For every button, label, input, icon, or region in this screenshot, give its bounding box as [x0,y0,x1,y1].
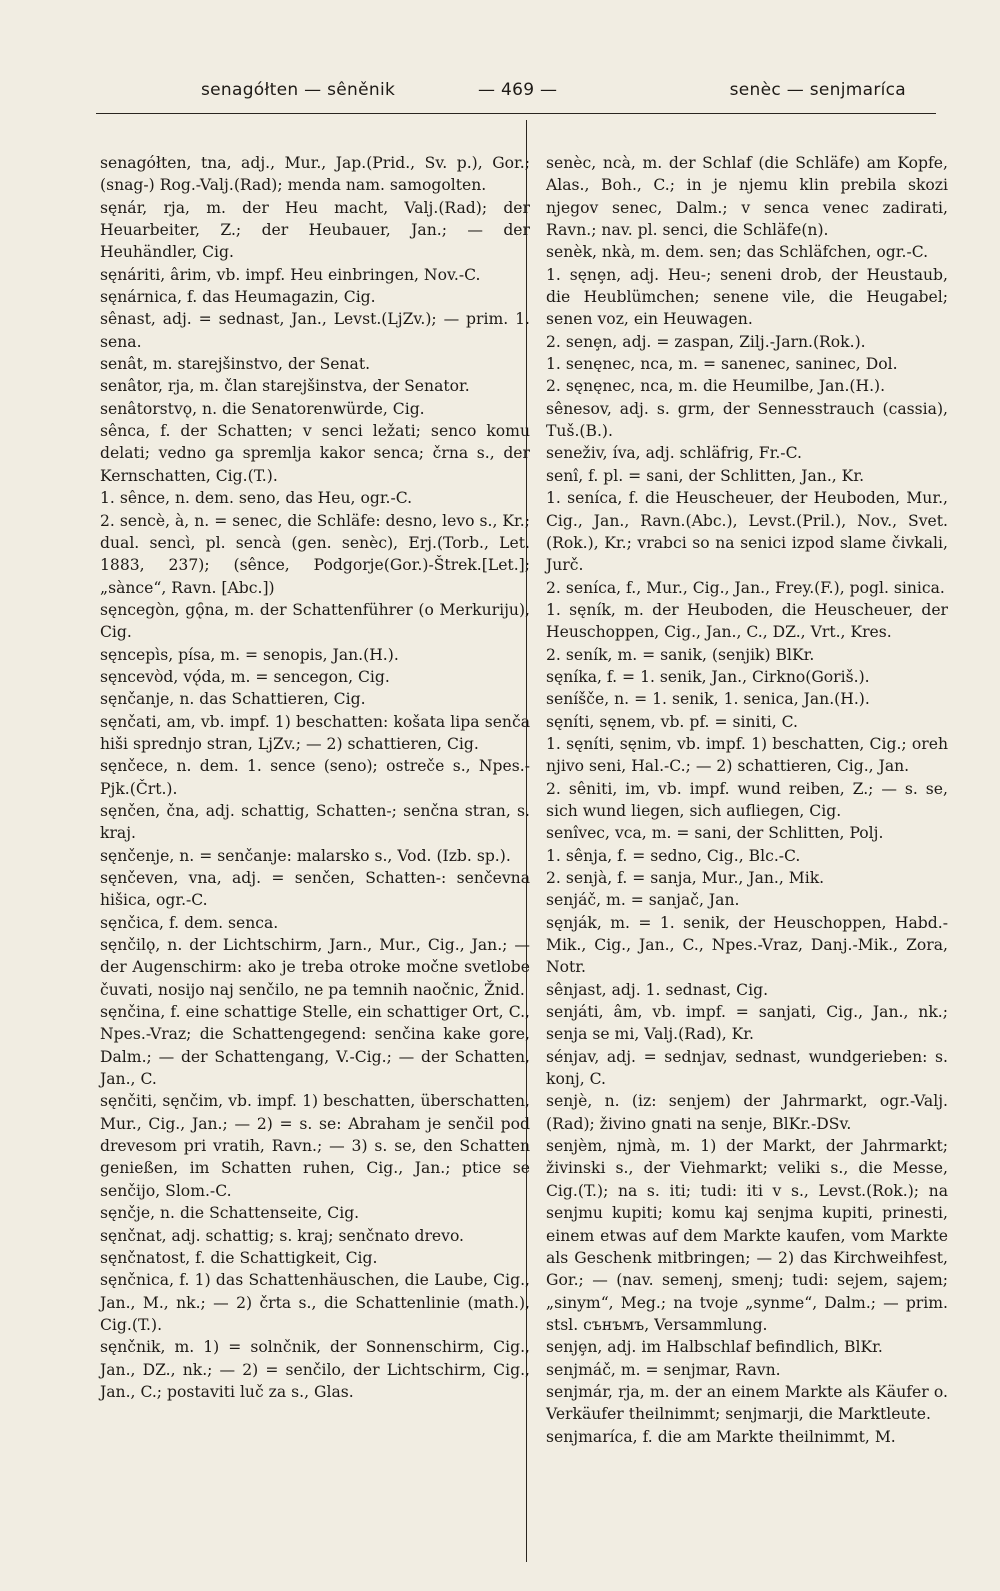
dictionary-entry: 1. senęnec, nca, m. = sanenec, saninec, Dol. [546,355,898,374]
dictionary-entry: sênesov, adj. s. grm, der Sennesstrauch (cassia), Tuš.(B.). [546,399,948,441]
dictionary-entry: senâtor, rja, m. član starejšinstva, der Senator. [100,377,470,396]
dictionary-entry: sęnčenje, n. = senčanje: malarsko s., Vod. (Izb. sp.). [100,846,511,865]
dictionary-entry: senèk, nkà, m. dem. sen; das Schläfchen, ogr.-C. [546,243,929,262]
dictionary-entry: sênca, f. der Schatten; v senci ležati; senco komu delati; vedno ga spremlja kakor senca; črna s., der Kernschatten, Cig.(T.). [100,422,530,485]
dictionary-entry: sęnčnatost, f. die Schattigkeit, Cig. [100,1248,378,1267]
dictionary-entry: 2. senȩn, adj. = zaspan, Zilj.-Jarn.(Rok.). [546,332,866,351]
dictionary-entry: sęnčje, n. die Schattenseite, Cig. [100,1204,360,1223]
dictionary-entry: senjmár, rja, m. der an einem Markte als Käufer o. Verkäufer theilnimmt; senjmarji, die Marktleute. [546,1382,948,1424]
dictionary-entry: senjáti, âm, vb. impf. = sanjati, Cig., Jan., nk.; senja se mi, Valj.(Rad), Kr. [546,1003,948,1044]
dictionary-entry: senèc, ncà, m. der Schlaf (die Schläfe) am Kopfe, Alas., Boh., C.; in je njemu klin prebila skozi njegov senec, Dalm.; v senca venec zadirati, Ravn.; nav. pl. senci, die Schläfe(n). [546,154,948,240]
dictionary-entry: seníšče, n. = 1. senik, 1. senica, Jan.(H.). [546,690,870,709]
dictionary-entry: sęnčece, n. dem. 1. sence (seno); ostreče s., Npes.-Pjk.(Črt.). [100,757,530,798]
dictionary-entry: senjmaríca, f. die am Markte theilnimmt, M. [546,1427,896,1446]
header-left-guideword: senagółten — sêněnik [201,80,396,100]
dictionary-entry: 1. sęník, m. der Heuboden, die Heuscheuer, der Heuschoppen, Cig., Jan., C., DZ., Vrt., Kres. [546,600,948,642]
dictionary-entry: sęncegòn, gǫ̑na, m. der Schattenführer (o Merkuriju), Cig. [100,600,530,642]
dictionary-entry: sęnják, m. = 1. senik, der Heuschoppen, Habd.-Mik., Cig., Jan., C., Npes.-Vraz, Danj.-Mik., Zora, Notr. [546,913,948,977]
dictionary-entry: sęnčnica, f. 1) das Schattenhäuschen, die Laube, Cig., Jan., M., nk.; — 2) črta s., die Schattenlinie (math.), Cig.(T.). [100,1271,530,1334]
dictionary-entry: senî, f. pl. = sani, der Schlitten, Jan., Kr. [546,466,865,485]
header-rule [96,113,936,114]
dictionary-entry: senagółten, tna, adj., Mur., Jap.(Prid., Sv. p.), Gor.; (snag-) Rog.-Valj.(Rad); menda nam. samogolten. [100,154,530,195]
dictionary-entry: sęncevòd, vǫ́da, m. = sencegon, Cig. [100,667,390,686]
dictionary-entry: sęnčen, čna, adj. schattig, Schatten-; senčna stran, s. kraj. [100,801,530,843]
dictionary-entry: sęnáriti, ârim, vb. impf. Heu einbringen, Nov.-C. [100,265,481,284]
dictionary-entry: senjè, n. (iz: senjem) der Jahrmarkt, ogr.-Valj.(Rad); živino gnati na senje, BlKr.-DSv. [546,1092,948,1133]
dictionary-entry: sęnčina, f. eine schattige Stelle, ein schattiger Ort, C., Npes.-Vraz; die Schattengegend: senčina kake gore, Dalm.; — der Schattengang, V.-Cig.; — der Schatten, Jan., C. [100,1003,530,1089]
dictionary-entry: sęnčiti, sęnčim, vb. impf. 1) beschatten, überschatten, Mur., Cig., Jan.; — 2) = s. se: Abraham je senčil pod drevesom pri vratih, Ravn.; — 3) s. se, den Schatten genießen, im Schatten ruhen, Cig., Jan.; ptice se senčijo, Slom.-C. [100,1092,530,1200]
dictionary-entry: sęníka, f. = 1. senik, Jan., Cirkno(Goriš.). [546,667,870,686]
dictionary-entry: 2. sencè, à, n. = senec, die Schläfe: desno, levo s., Kr.; dual. sencì, pl. sencà (gen. senèc), Erj.(Torb., Let. 1883, 237); (sênce, Podgorje(Gor.)-Štrek.[Let.]; „sànce“, Ravn. [Abc.]) [100,511,530,597]
dictionary-entry: senjáč, m. = sanjač, Jan. [546,891,740,910]
dictionary-entry: sęnárnica, f. das Heumagazin, Cig. [100,288,376,307]
dictionary-entry: senîvec, vca, m. = sani, der Schlitten, Polj. [546,824,884,843]
dictionary-entry: senâtorstvǫ, n. die Senatorenwürde, Cig. [100,399,425,418]
running-header [96,80,916,106]
dictionary-entry: 1. seníca, f. die Heuscheuer, der Heuboden, Mur., Cig., Jan., Ravn.(Abc.), Levst.(Pril.), Nov., Svet.(Rok.), Kr.; vrabci so na senici izpod slame čivkali, Jurč. [546,489,948,575]
dictionary-entry: 1. sęníti, sęnim, vb. impf. 1) beschatten, Cig.; oreh njivo seni, Hal.-C.; — 2) schattieren, Cig., Jan. [546,734,948,776]
right-column [546,152,948,1448]
dictionary-entry: 1. sênja, f. = sedno, Cig., Blc.-C. [546,846,801,865]
dictionary-entry: sęnár, rja, m. der Heu macht, Valj.(Rad); der Heuarbeiter, Z.; der Heubauer, Jan.; — der Heuhändler, Cig. [100,198,530,262]
header-right-guideword: senèc — senjmaríca [729,80,906,100]
dictionary-entry: sęnčilǫ, n. der Lichtschirm, Jarn., Mur., Cig., Jan.; — der Augenschirm: ako je treba otroke močne svetlobe čuvati, nosijo naj senčilo, ne pa temnih naočnic, Žnid. [100,936,530,999]
dictionary-entry: sęnčnat, adj. schattig; s. kraj; senčnato drevo. [100,1226,465,1245]
page-number: — 469 — [478,80,558,100]
dictionary-entry: sénjav, adj. = sednjav, sednast, wundgerieben: s. konj, C. [546,1047,948,1089]
dictionary-entry: seneživ, íva, adj. schläfrig, Fr.-C. [546,444,802,463]
dictionary-entry: sęncepìs, písa, m. = senopis, Jan.(H.). [100,645,399,664]
dictionary-entry: sęnčica, f. dem. senca. [100,913,279,932]
dictionary-entry: senjmáč, m. = senjmar, Ravn. [546,1360,781,1379]
dictionary-entry: 2. seník, m. = sanik, (senjik) BlKr. [546,645,815,664]
dictionary-entry: 2. senjà, f. = sanja, Mur., Jan., Mik. [546,869,825,887]
dictionary-entry: sęnčeven, vna, adj. = senčen, Schatten-: senčevna hišica, ogr.-C. [100,869,530,910]
dictionary-entry: sęnčanje, n. das Schattieren, Cig. [100,690,366,709]
dictionary-entry: sęníti, sęnem, vb. pf. = siniti, C. [546,712,798,731]
dictionary-entry: sęnčati, am, vb. impf. 1) beschatten: košata lipa senča hiši sprednjo stran, LjZv.; — 2) schattieren, Cig. [100,712,530,753]
dictionary-entry: senât, m. starejšinstvo, der Senat. [100,355,371,374]
dictionary-entry: sênjast, adj. 1. sednast, Cig. [546,980,769,999]
dictionary-entry: sênast, adj. = sednast, Jan., Levst.(LjZv.); — prim. 1. sena. [100,310,530,351]
dictionary-entry: 2. sęnęnec, nca, m. die Heumilbe, Jan.(H.). [546,377,886,396]
dictionary-entry: 1. sênce, n. dem. seno, das Heu, ogr.-C. [100,489,413,508]
dictionary-entry: 1. sęnȩn, adj. Heu-; seneni drob, der Heustaub, die Heublümchen; senene vile, die Heugabel; senen voz, ein Heuwagen. [546,265,948,329]
dictionary-entry: senjèm, njmà, m. 1) der Markt, der Jahrmarkt; živinski s., der Viehmarkt; veliki s., die Messe, Cig.(T.); na s. iti; tudi: iti v s., Levst.(Rok.); na senjmu kupiti; komu kaj senjma kupiti, prinesti, einem etwas auf dem Markte kaufen, vom Markte als Geschenk mitbringen; — 2) das Kirchweihfest, Gor.; — (nav. semenj, smenj; tudi: sejem, sajem; „sinym“, Meg.; na tvoje „synme“, Dalm.; — prim. stsl. сънъмъ, Versammlung. [546,1137,948,1334]
dictionary-entry: senjȩn, adj. im Halbschlaf befindlich, BlKr. [546,1338,883,1357]
dictionary-entry: 2. seníca, f., Mur., Cig., Jan., Frey.(F.), pogl. sinica. [546,578,945,597]
dictionary-entry: sęnčnik, m. 1) = solnčnik, der Sonnenschirm, Cig., Jan., DZ., nk.; — 2) = senčilo, der Lichtschirm, Cig., Jan., C.; postaviti luč za s., Glas. [100,1338,530,1401]
left-column [100,152,530,1403]
dictionary-entry: 2. sêniti, im, vb. impf. wund reiben, Z.; — s. se, sich wund liegen, sich aufliegen, Cig. [546,779,948,820]
